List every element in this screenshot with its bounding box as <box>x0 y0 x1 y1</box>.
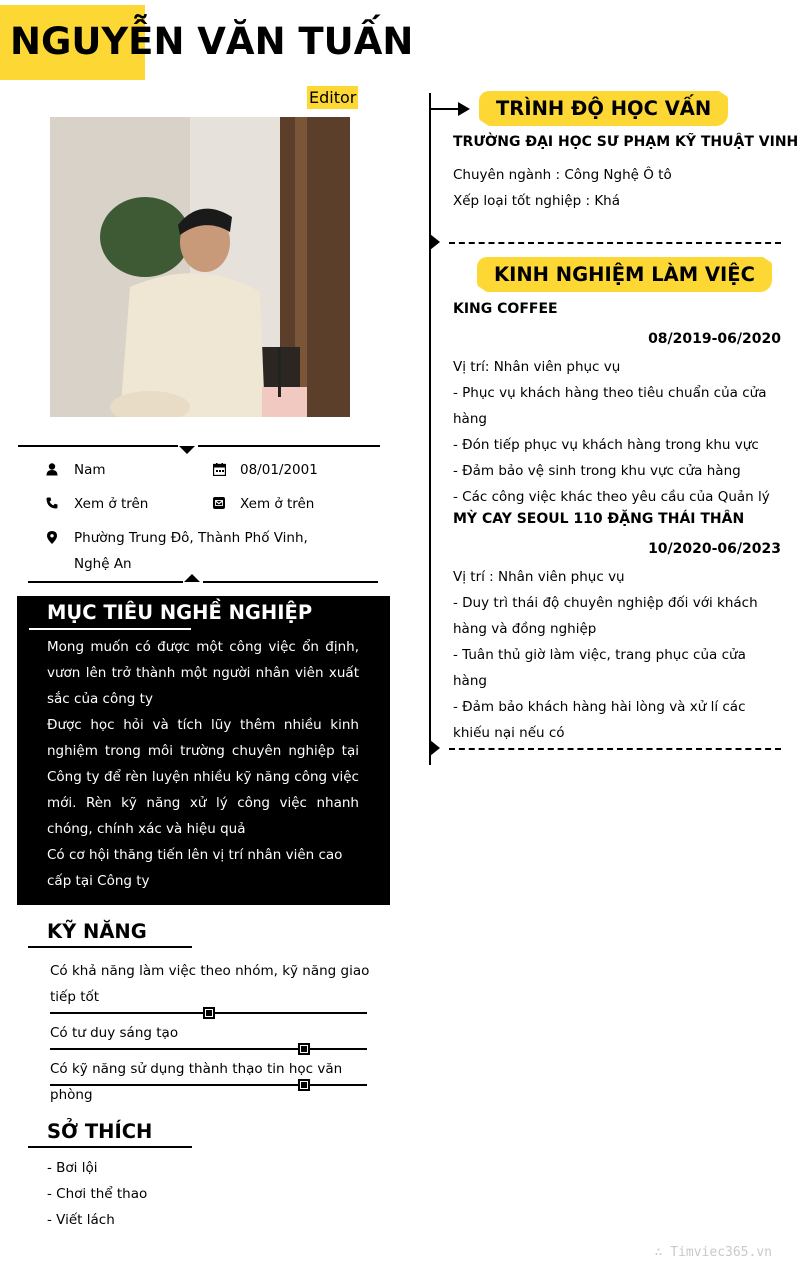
objective-title-underline <box>29 628 191 630</box>
experience-title: KINH NGHIỆM LÀM VIỆC <box>494 263 755 286</box>
job-title: Editor <box>309 88 357 107</box>
address-value: Phường Trung Đô, Thành Phố Vinh, Nghệ An <box>74 530 308 572</box>
hobbies-title-underline <box>28 1146 192 1148</box>
dashed-divider <box>449 242 781 244</box>
skills-title-underline <box>28 946 192 948</box>
skill-bar <box>50 1048 367 1050</box>
email-value: Xem ở trên <box>240 496 315 512</box>
timeline-arrow-icon <box>458 102 470 116</box>
company-name: KING COFFEE <box>453 301 558 317</box>
objective-text <box>47 634 359 894</box>
skill-bar <box>50 1084 367 1086</box>
email-icon <box>212 496 226 510</box>
divider-line <box>28 581 183 583</box>
job-detail-line: - Duy trì thái độ chuyên nghiệp đối với khách hàng và đồng nghiệp <box>453 595 758 637</box>
education-title: TRÌNH ĐỘ HỌC VẤN <box>496 97 712 120</box>
timeline-line <box>429 93 431 765</box>
divider-arrow-down <box>179 446 195 454</box>
watermark: ∴ Timviec365.vn <box>654 1245 772 1260</box>
job-period: 10/2020-06/2023 <box>648 541 781 557</box>
hobbies-title: SỞ THÍCH <box>47 1120 153 1143</box>
objective-title: MỤC TIÊU NGHỀ NGHIỆP <box>47 601 313 624</box>
hobby-item: - Chơi thể thao <box>47 1186 148 1202</box>
job-detail-line: - Phục vụ khách hàng theo tiêu chuẩn của cửa hàng <box>453 385 767 427</box>
company-name: MỲ CAY SEOUL 110 ĐẶNG THÁI THÂN <box>453 511 745 527</box>
skill-level-knob <box>203 1007 215 1019</box>
divider-line <box>198 445 380 447</box>
job-details <box>453 354 783 510</box>
divider-line <box>203 581 378 583</box>
calendar-icon <box>212 462 226 476</box>
job-period: 08/2019-06/2020 <box>648 331 781 347</box>
dashed-divider <box>449 748 781 750</box>
job-detail-line: - Đảm bảo khách hàng hài lòng và xử lí các khiếu nại nếu có <box>453 699 746 741</box>
gender-value: Nam <box>74 462 106 478</box>
hobby-item: - Bơi lội <box>47 1160 98 1176</box>
objective-paragraph: Có cơ hội thăng tiến lên vị trí nhân viên cao cấp tại Công ty <box>47 847 343 889</box>
birthday-value: 08/01/2001 <box>240 462 318 478</box>
phone-icon <box>45 496 59 510</box>
school-name: TRƯỜNG ĐẠI HỌC SƯ PHẠM KỸ THUẬT VINH <box>453 134 799 150</box>
skill-label: Có tư duy sáng tạo <box>50 1025 179 1041</box>
hobby-item: - Viết lách <box>47 1212 115 1228</box>
user-icon <box>45 462 59 476</box>
job-detail-line: - Đón tiếp phục vụ khách hàng trong khu vực <box>453 437 759 453</box>
education-major: Chuyên ngành : Công Nghệ Ô tô <box>453 167 672 183</box>
divider-arrow-up <box>184 574 200 582</box>
profile-photo <box>50 117 350 417</box>
career-objective-section <box>17 596 390 905</box>
job-detail-line: Vị trí: Nhân viên phục vụ <box>453 359 621 375</box>
skill-level-knob <box>298 1079 310 1091</box>
candidate-name: NGUYỄN VĂN TUẤN <box>10 20 414 63</box>
skill-label: Có kỹ năng sử dụng thành thạo tin học văn phòng <box>50 1061 343 1103</box>
divider-line <box>18 445 178 447</box>
job-detail-line: - Đảm bảo vệ sinh trong khu vực cửa hàng <box>453 463 741 479</box>
job-detail-line: - Tuân thủ giờ làm việc, trang phục của cửa hàng <box>453 647 746 689</box>
skill-label: Có khả năng làm việc theo nhóm, kỹ năng giao tiếp tốt <box>50 963 370 1005</box>
skills-title: KỸ NĂNG <box>47 920 147 943</box>
hobbies-list <box>47 1155 147 1233</box>
education-grade: Xếp loại tốt nghiệp : Khá <box>453 193 620 209</box>
experience-title-highlight <box>480 259 769 290</box>
job-details <box>453 564 783 746</box>
education-title-highlight <box>482 93 725 124</box>
phone-value: Xem ở trên <box>74 496 149 512</box>
job-detail-line: Vị trí : Nhân viên phục vụ <box>453 569 625 585</box>
objective-paragraph: Mong muốn có được một công việc ổn định, vươn lên trở thành một người nhân viên xuất sắc của công ty <box>47 639 359 707</box>
section-marker-icon <box>430 234 440 250</box>
skill-level-knob <box>298 1043 310 1055</box>
section-marker-icon <box>430 740 440 756</box>
objective-paragraph: Được học hỏi và tích lũy thêm nhiều kinh nghiệm trong môi trường chuyên nghiệp tại Công ty để rèn luyện nhiều kỹ năng công việc mới. Rèn kỹ năng xử lý công việc nhanh chóng, chính xác và hiệu quả <box>47 717 359 837</box>
location-pin-icon <box>45 530 59 544</box>
job-detail-line: - Các công việc khác theo yêu cầu của Quản lý <box>453 489 770 505</box>
